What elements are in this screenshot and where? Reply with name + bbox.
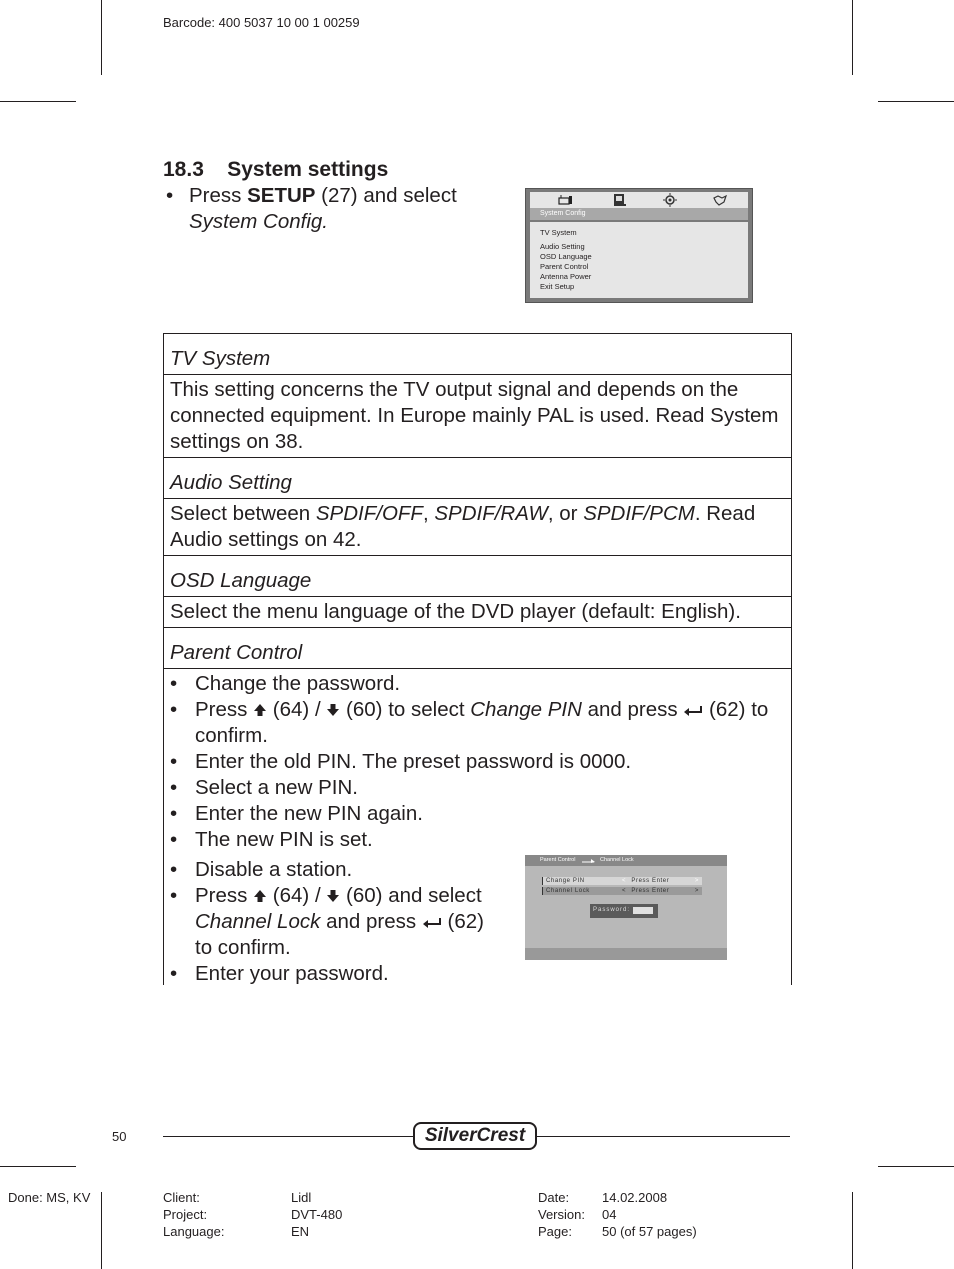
channel-lock-steps xyxy=(170,857,500,987)
system-config-screenshot xyxy=(525,188,753,303)
change-pin-value: < Press Enter > xyxy=(619,877,702,885)
osd-item: Audio Setting xyxy=(540,242,585,251)
osd-footer-bar xyxy=(525,948,727,960)
audio-text: Select between SPDIF/OFF, SPDIF/RAW, or SPDIF/PCM. Read Audio settings on 42. xyxy=(170,502,756,551)
channel-lock-screenshot xyxy=(525,855,727,960)
hand-icon xyxy=(713,194,727,206)
enter-icon xyxy=(683,705,703,717)
osd-language-text: Select the menu language of the DVD player (default: English). xyxy=(170,600,741,623)
password-label: Password: xyxy=(593,907,631,913)
crop-mark xyxy=(101,0,102,75)
parent-heading-row xyxy=(164,628,791,669)
osd-breadcrumb xyxy=(525,855,727,866)
list-item: • Change the password. xyxy=(170,671,785,697)
arrow-right-icon xyxy=(582,857,596,864)
audio-text-row xyxy=(164,499,791,556)
arrow-up-icon xyxy=(253,889,267,903)
channel-lock-label: Channel Lock xyxy=(542,887,622,895)
list-item: • The new PIN is set. xyxy=(170,827,785,853)
audio-heading-row xyxy=(164,458,791,499)
arrow-down-icon xyxy=(326,889,340,903)
arrow-up-icon xyxy=(253,703,267,717)
list-item: • Press (64) / (60) to select Change PIN and press (62) to confirm. xyxy=(170,697,785,749)
channel-lock-value: < Press Enter > xyxy=(619,887,702,895)
parent-control-title: Parent Control xyxy=(170,641,303,664)
meta-left: Client: Project: Language: xyxy=(163,1190,225,1239)
intro-rest: (27) and select xyxy=(315,184,457,207)
intro-press: Press xyxy=(189,184,248,207)
meta-left-values: Lidl DVT-480 EN xyxy=(291,1190,343,1239)
password-field[interactable] xyxy=(633,907,653,914)
logo-text: SilverCrest xyxy=(424,1125,526,1146)
crop-mark xyxy=(878,101,954,102)
monitor-icon xyxy=(613,193,627,207)
change-pin-label: Change PIN xyxy=(542,877,622,885)
crop-mark xyxy=(0,101,76,102)
osd-menu-title: System Config xyxy=(530,208,748,220)
change-password-steps xyxy=(170,671,785,853)
osd-item: TV System xyxy=(540,228,577,237)
osd-menu-list xyxy=(530,222,748,298)
crop-mark xyxy=(852,1192,853,1269)
osd-text-row xyxy=(164,597,791,628)
section-heading: 18.3 System settings xyxy=(163,158,389,181)
list-item: • Select a new PIN. xyxy=(170,775,785,801)
enter-icon xyxy=(422,917,442,929)
osd-language-title: OSD Language xyxy=(170,569,312,592)
meta-right: Date: Version: Page: xyxy=(538,1190,585,1239)
tv-system-text: This setting concerns the TV output signal and depends on the connected equipment. In Europe mainly PAL is used. Read System settings on 38. xyxy=(170,378,779,453)
sun-icon xyxy=(663,193,677,207)
intro-bullet xyxy=(166,183,496,235)
crop-mark xyxy=(852,0,853,75)
list-item: • Disable a station. xyxy=(170,857,500,883)
osd-icon-bar xyxy=(530,192,748,208)
breadcrumb-current: Channel Lock xyxy=(600,857,634,863)
tv-system-heading-row xyxy=(164,334,791,375)
tv-system-text-row xyxy=(164,375,791,458)
osd-item: OSD Language xyxy=(540,252,592,261)
page-number: 50 xyxy=(112,1129,127,1144)
list-item: • Enter the new PIN again. xyxy=(170,801,785,827)
osd-item: Parent Control xyxy=(540,262,589,271)
breadcrumb-parent: Parent Control xyxy=(540,857,576,863)
osd-item: Exit Setup xyxy=(540,282,575,291)
osd-item: Antenna Power xyxy=(540,272,592,281)
audio-setting-title: Audio Setting xyxy=(170,471,292,494)
done-label: Done: MS, KV xyxy=(8,1190,91,1205)
intro-menu: System Config. xyxy=(189,210,328,233)
osd-heading-row xyxy=(164,556,791,597)
crop-mark xyxy=(878,1166,954,1167)
tv-system-title: TV System xyxy=(170,347,271,370)
arrow-down-icon xyxy=(326,703,340,717)
setup-key: SETUP xyxy=(247,184,316,207)
list-item: • Enter your password. xyxy=(170,961,500,987)
meta-right-values: 14.02.2008 04 50 (of 57 pages) xyxy=(602,1190,697,1239)
list-item: • Enter the old PIN. The preset password is 0000. xyxy=(170,749,785,775)
speaker-icon xyxy=(558,194,574,206)
password-box[interactable] xyxy=(590,904,658,918)
silvercrest-logo xyxy=(413,1122,537,1150)
crop-mark xyxy=(101,1192,102,1269)
barcode-label: Barcode: 400 5037 10 00 1 00259 xyxy=(163,15,360,30)
list-item: • Press (64) / (60) and select Channel Lock and press (62) to confirm. xyxy=(170,883,500,961)
crop-mark xyxy=(0,1166,76,1167)
